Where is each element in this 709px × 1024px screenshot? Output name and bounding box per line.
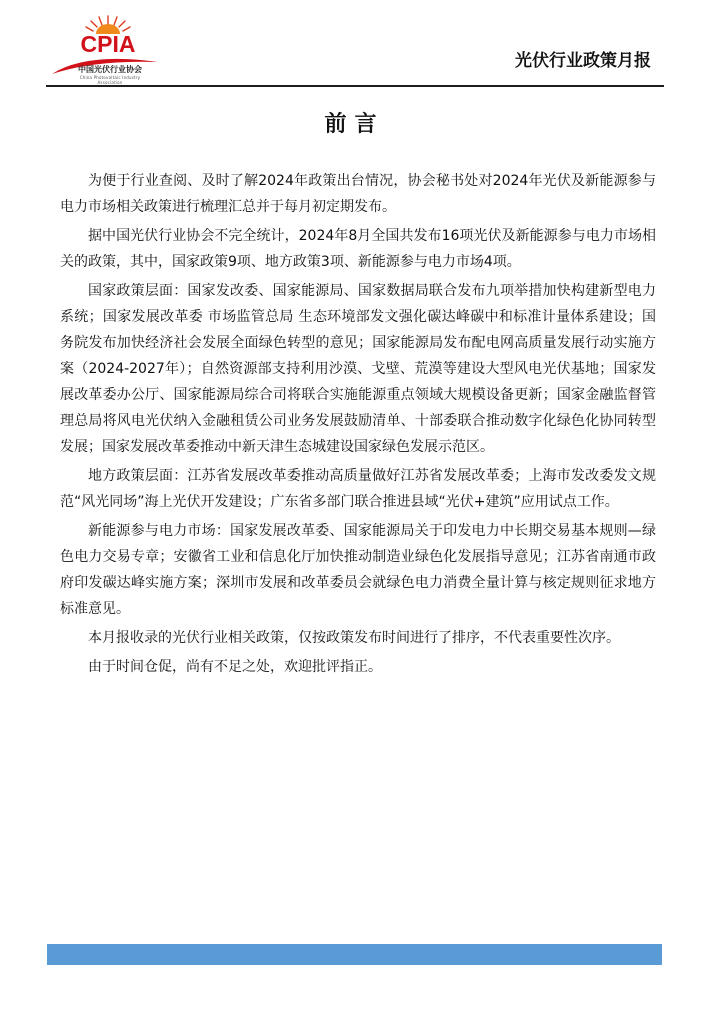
paragraph-closing: 由于时间仓促，尚有不足之处，欢迎批评指正。 (88, 659, 382, 675)
page-header (0, 0, 709, 88)
paragraph-national-policy: 国家政策层面：国家发改委、国家能源局、国家数据局联合发布九项举措加快构建新型电力系统；国家发展改革委 市场监管总局 生态环境部发文强化碳达峰碳中和标准计量体系建设；国务院发布加快经济社会发展全面绿色转型的意见；国家能源局发布配电网高质量发展行动实施方案（2024-2027年）；自然资源部支持利用沙漠、戈壁、荒漠等建设大型风电光伏基地；国家发展改革委办公厅、国家能源局综合司将联合实施能源重点领域大规模设备更新；国家金融监督管理总局将风电光伏纳入金融租赁公司业务发展鼓励清单、十部委联合推动数字化绿色化协同转型发展；国家发展改革委推动中新天津生态城建设国家绿色发展示范区。 (60, 283, 656, 455)
page-title: 前言 (324, 112, 385, 137)
preface-body (60, 168, 656, 683)
paragraph-ordering-note: 本月报收录的光伏行业相关政策，仅按政策发布时间进行了排序，不代表重要性次序。 (88, 630, 620, 646)
paragraph-intro: 为便于行业查阅、及时了解2024年政策出台情况，协会秘书处对2024年光伏及新能源参与电力市场相关政策进行梳理汇总并于每月初定期发布。 (60, 173, 656, 215)
header-divider (46, 85, 664, 87)
logo-wordmark: CPIA (80, 31, 136, 57)
cpia-logo (46, 12, 170, 85)
paragraph-local-policy: 地方政策层面：江苏省发展改革委推动高质量做好江苏省发展改革委；上海市发改委发文规范“风光同场”海上光伏开发建设；广东省多部门联合推进县域“光伏+建筑”应用试点工作。 (60, 468, 656, 510)
logo-english-name: China Photovoltaic Industry Association (79, 75, 141, 85)
report-title: 光伏行业政策月报 (515, 51, 651, 71)
paragraph-power-market: 新能源参与电力市场：国家发展改革委、国家能源局关于印发电力中长期交易基本规则—绿色电力交易专章；安徽省工业和信息化厅加快推动制造业绿色化发展指导意见；江苏省南通市政府印发碳达峰实施方案；深圳市发展和改革委员会就绿色电力消费全量计算与核定规则征求地方标准意见。 (60, 523, 656, 617)
paragraph-statistics: 据中国光伏行业协会不完全统计，2024年8月全国共发布16项光伏及新能源参与电力市场相关的政策，其中，国家政策9项、地方政策3项、新能源参与电力市场4项。 (60, 228, 656, 270)
footer-bar (47, 944, 662, 965)
logo-chinese-name: 中国光伏行业协会 (78, 65, 142, 74)
